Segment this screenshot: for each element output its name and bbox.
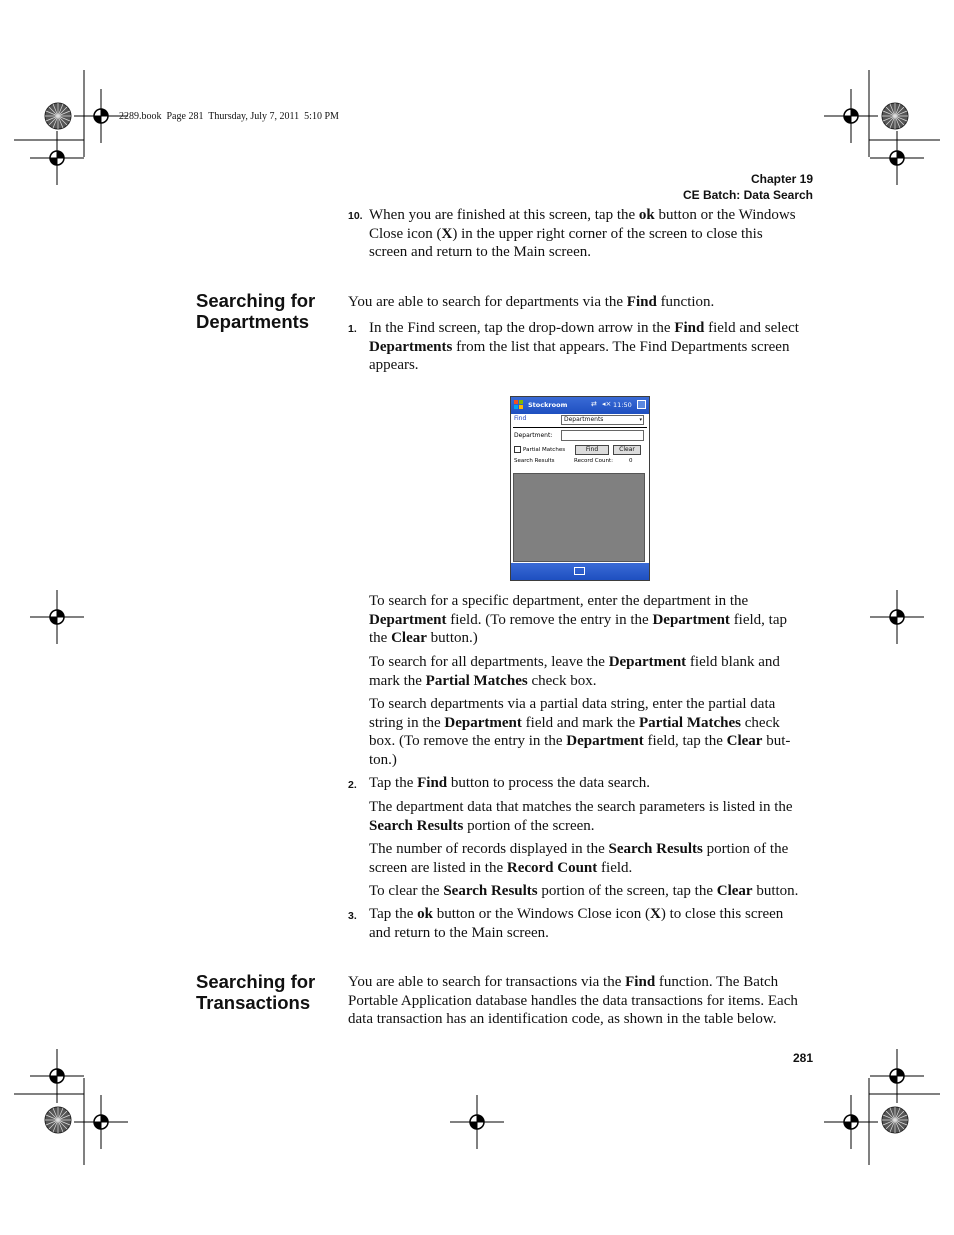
bold-term: Department <box>444 714 522 731</box>
text-run: string in the <box>369 714 445 731</box>
text-line <box>369 817 793 836</box>
section-heading-departments: Searching for Departments <box>196 290 316 332</box>
divider <box>513 427 647 428</box>
text-line <box>369 924 783 943</box>
text-line <box>348 1010 798 1029</box>
text-run: You are able to search for transactions via the <box>348 974 626 990</box>
text-line <box>369 653 780 672</box>
text-run: button or the Windows Close icon ( <box>432 906 650 922</box>
record-count-value: 0 <box>629 458 633 464</box>
text-line <box>369 859 788 878</box>
text-run: ) to close this screen <box>660 906 784 922</box>
device-bottom-bar <box>511 563 649 580</box>
para-all-departments <box>369 653 780 690</box>
bold-term: Partial Matches <box>425 672 528 689</box>
section-heading-transactions: Searching for Transactions <box>196 971 316 1013</box>
find-departments-screenshot <box>510 396 650 581</box>
text-line <box>369 319 799 338</box>
text-line <box>348 992 798 1011</box>
find-label: Find <box>514 415 527 422</box>
text-run: appears. <box>369 357 419 374</box>
text-run: button.) <box>426 630 478 647</box>
text-run: mark the <box>369 672 426 689</box>
text-run: Close icon ( <box>369 225 442 242</box>
text-line <box>348 293 714 312</box>
volume-icon: ◂× <box>602 400 612 408</box>
bold-term: ok <box>417 906 433 922</box>
text-run: field, tap the <box>643 733 727 750</box>
text-run: but- <box>762 733 791 750</box>
transactions-intro <box>348 973 798 1029</box>
text-line <box>369 629 787 648</box>
text-line <box>369 356 799 375</box>
bold-term: Department <box>566 733 644 750</box>
bold-term: X <box>441 225 453 242</box>
text-line <box>369 592 787 611</box>
step-10-text <box>369 206 796 262</box>
bold-term: Clear <box>716 883 753 899</box>
partial-matches-checkbox[interactable] <box>514 446 521 453</box>
text-run: To search for all departments, leave the <box>369 654 609 670</box>
windows-start-icon <box>514 400 524 410</box>
bold-term: Departments <box>369 338 453 355</box>
search-results-list[interactable] <box>513 473 645 562</box>
bold-term: Find <box>417 775 448 791</box>
para-search-results <box>369 798 793 835</box>
text-line <box>369 225 796 244</box>
print-slug: 2289.book Page 281 Thursday, July 7, 2011 5:10 PM <box>119 111 339 122</box>
bold-term: Search Results <box>443 883 538 899</box>
text-run: Portable Application database handles the data transactions for items. Each <box>348 992 798 1009</box>
para-record-count <box>369 840 788 877</box>
text-run: To search departments via a partial data string, enter the partial data <box>369 696 776 712</box>
keyboard-icon[interactable] <box>574 567 585 575</box>
text-run: field blank and <box>686 654 780 670</box>
step-number: 2. <box>348 779 357 791</box>
bold-term: Department <box>608 654 687 670</box>
text-run: ) in the upper right corner of the screen to close this <box>452 225 763 242</box>
text-run: portion of the screen, tap the <box>537 883 717 899</box>
bold-term: Search Results <box>608 841 703 857</box>
text-run: field. (To remove the entry in the <box>446 611 653 628</box>
text-run: from the list that appears. The Find Departments screen <box>452 338 790 355</box>
text-run: function. <box>656 294 715 310</box>
text-run: the <box>369 630 392 647</box>
text-run: ton.) <box>369 752 397 769</box>
bold-term: Find <box>625 974 656 990</box>
bold-term: X <box>649 906 661 922</box>
step-1-text <box>369 319 799 375</box>
bold-term: Clear <box>726 733 763 750</box>
text-run: check <box>741 714 780 731</box>
text-run: screen and return to the Main screen. <box>369 244 591 261</box>
connectivity-icon: ⇄ <box>591 400 597 408</box>
step-3-text <box>369 905 783 942</box>
text-line <box>369 882 798 901</box>
department-label: Department: <box>514 432 553 439</box>
text-run: field. <box>597 859 633 876</box>
device-clock: 11:50 <box>613 401 632 409</box>
para-partial-string <box>369 695 790 770</box>
dropdown-arrow-icon[interactable]: ▾ <box>639 417 642 423</box>
step-2-text <box>369 774 650 793</box>
text-run: function. The Batch <box>655 974 779 990</box>
department-input[interactable] <box>561 430 644 441</box>
departments-intro <box>348 293 714 312</box>
page-number: 281 <box>792 1051 813 1065</box>
text-line <box>369 714 790 733</box>
device-app-title: Stockroom <box>528 401 568 409</box>
device-content <box>511 414 649 563</box>
bold-term: Department <box>652 611 730 628</box>
bold-term: Search Results <box>369 817 464 834</box>
text-run: Tap the <box>369 906 418 922</box>
ok-icon[interactable] <box>637 400 646 409</box>
text-run: You are able to search for departments via the <box>348 294 627 310</box>
text-line <box>369 206 796 225</box>
clear-button[interactable]: Clear <box>613 445 641 455</box>
running-header-chapter: Chapter 19 <box>750 172 813 186</box>
find-button[interactable]: Find <box>575 445 609 455</box>
text-run: data transaction has an identification code, as shown in the table below. <box>348 1011 777 1028</box>
text-run: The number of records displayed in the <box>369 841 609 857</box>
bold-term: Partial Matches <box>638 714 742 731</box>
step-number: 1. <box>348 323 357 335</box>
text-line <box>348 973 798 992</box>
text-run: When you are finished at this screen, tap the <box>369 207 639 223</box>
text-run: box. (To remove the entry in the <box>369 733 567 750</box>
text-line <box>369 798 793 817</box>
para-clear-results <box>369 882 798 901</box>
text-line <box>369 611 787 630</box>
bold-term: ok <box>638 207 655 223</box>
bold-term: Find <box>674 320 705 336</box>
text-line <box>369 751 790 770</box>
find-dropdown[interactable]: Departments ▾ <box>561 415 644 425</box>
search-results-label: Search Results <box>514 458 555 464</box>
text-run: To search for a specific department, enter the department in the <box>369 593 749 609</box>
text-run: button or the Windows <box>654 207 796 223</box>
text-run: portion of the <box>702 841 789 857</box>
text-run: button to process the data search. <box>447 775 650 791</box>
text-run: field, tap <box>729 611 788 628</box>
text-run: To clear the <box>369 883 444 899</box>
text-run: field and select <box>704 320 799 336</box>
text-line <box>369 695 790 714</box>
device-title-bar <box>511 397 649 414</box>
text-line <box>369 840 788 859</box>
running-header-title: CE Batch: Data Search <box>682 188 813 202</box>
text-run: screen are listed in the <box>369 859 507 876</box>
text-run: and return to the Main screen. <box>369 924 549 941</box>
bold-term: Clear <box>391 630 427 647</box>
text-line <box>369 243 796 262</box>
record-count-label: Record Count: <box>574 458 613 464</box>
text-run: button. <box>752 883 799 899</box>
step-number: 10. <box>348 210 363 222</box>
para-specific-department <box>369 592 787 648</box>
text-run: Tap the <box>369 775 418 791</box>
text-line <box>369 338 799 357</box>
text-run: check box. <box>527 672 597 689</box>
bold-term: Department <box>369 611 447 628</box>
text-run: The department data that matches the search parameters is listed in the <box>369 799 793 815</box>
text-run: In the Find screen, tap the drop-down arrow in the <box>369 320 675 336</box>
text-line <box>369 905 783 924</box>
text-run: portion of the screen. <box>463 817 595 834</box>
text-line <box>369 672 780 691</box>
partial-matches-label: Partial Matches <box>523 447 566 453</box>
bold-term: Record Count <box>506 859 598 876</box>
text-line <box>369 732 790 751</box>
text-line <box>369 774 650 793</box>
step-number: 3. <box>348 910 357 922</box>
text-run: field and mark the <box>521 714 639 731</box>
bold-term: Find <box>626 294 657 310</box>
